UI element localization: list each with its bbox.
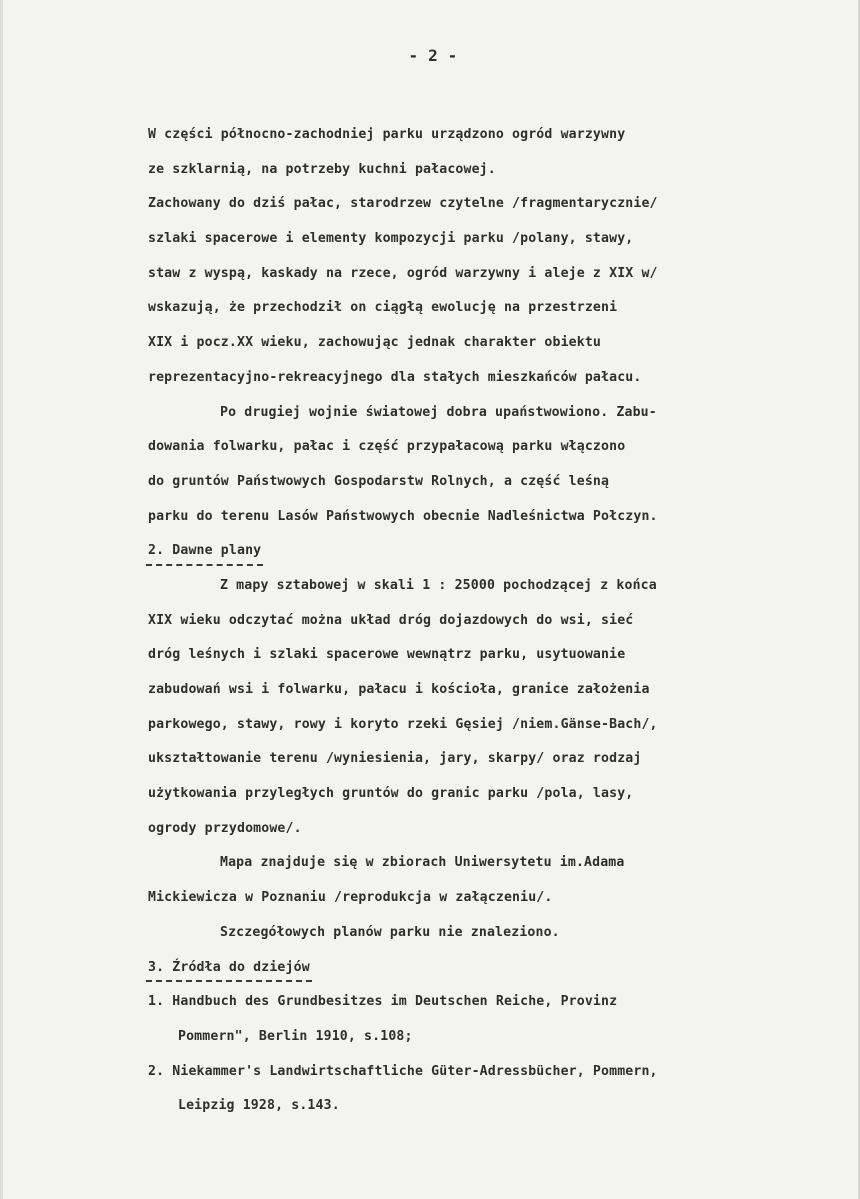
text-line: parku do terenu Lasów Państwowych obecnie Nadleśnictwa Połczyn. xyxy=(148,508,658,524)
page-number: - 2 - xyxy=(408,46,458,65)
section-heading: 2. Dawne plany xyxy=(148,534,261,569)
section-heading-line xyxy=(148,534,838,569)
text-line: ogrody przydomowe/. xyxy=(148,820,302,836)
text-line: dróg leśnych i szlaki spacerowe wewnątrz parku, usytuowanie xyxy=(148,647,626,663)
text-line: użytkowania przyległych gruntów do granic parku /pola, lasy, xyxy=(148,786,634,802)
text-line: XIX i pocz.XX wieku, zachowując jednak charakter obiektu xyxy=(148,335,602,351)
text-line: staw z wyspą, kaskady na rzece, ogród warzywny i aleje z XIX w/ xyxy=(148,265,658,281)
text-line: zabudowań wsi i folwarku, pałacu i kościoła, granice założenia xyxy=(148,682,650,697)
section-heading-line xyxy=(148,951,838,986)
text-line: W części północno-zachodniej parku urządzono ogród warzywny xyxy=(148,127,626,142)
text-line: szlaki spacerowe i elementy kompozycji parku /polany, stawy, xyxy=(148,231,634,247)
reference-line: Pommern", Berlin 1910, s.108; xyxy=(178,1028,413,1044)
reference-line: 1. Handbuch des Grundbesitzes im Deutschen Reiche, Provinz xyxy=(148,994,618,1010)
section-heading: 3. Źródła do dziejów xyxy=(148,951,310,986)
text-line: Mickiewicza w Poznaniu /reprodukcja w załączeniu/. xyxy=(148,890,553,906)
text-line: reprezentacyjno-rekreacyjnego dla stałych mieszkańców pałacu. xyxy=(148,369,642,385)
text-line: Po drugiej wojnie światowej dobra upaństwowiono. Zabu- xyxy=(220,404,657,420)
text-line: Szczegółowych planów parku nie znaleziono. xyxy=(220,924,560,940)
text-line: XIX wieku odczytać można układ dróg dojazdowych do wsi, sieć xyxy=(148,612,634,628)
reference-line: 2. Niekammer's Landwirtschaftliche Güter-Adressbücher, Pommern, xyxy=(148,1063,658,1079)
text-line: Z mapy sztabowej w skali 1 : 25000 pochodzącej z końca xyxy=(220,577,657,593)
text-line: parkowego, stawy, rowy i koryto rzeki Gęsiej /niem.Gänse-Bach/, xyxy=(148,716,658,732)
text-line: ukształtowanie terenu /wyniesienia, jary, skarpy/ oraz rodzaj xyxy=(148,751,642,767)
text-line: Zachowany do dziś pałac, starodrzew czytelne /fragmentarycznie/ xyxy=(148,196,658,212)
reference-line: Leipzig 1928, s.143. xyxy=(178,1098,340,1114)
text-line: wskazują, że przechodził on ciągłą ewolucję na przestrzeni xyxy=(148,300,618,316)
text-line: ze szklarnią, na potrzeby kuchni pałacowej. xyxy=(148,161,496,177)
text-line: do gruntów Państwowych Gospodarstw Rolnych, a część leśną xyxy=(148,473,610,489)
body-text xyxy=(148,118,838,1124)
text-line: Mapa znajduje się w zbiorach Uniwersytetu im.Adama xyxy=(220,855,625,871)
text-line: dowania folwarku, pałac i część przypałacową parku włączono xyxy=(148,439,626,455)
